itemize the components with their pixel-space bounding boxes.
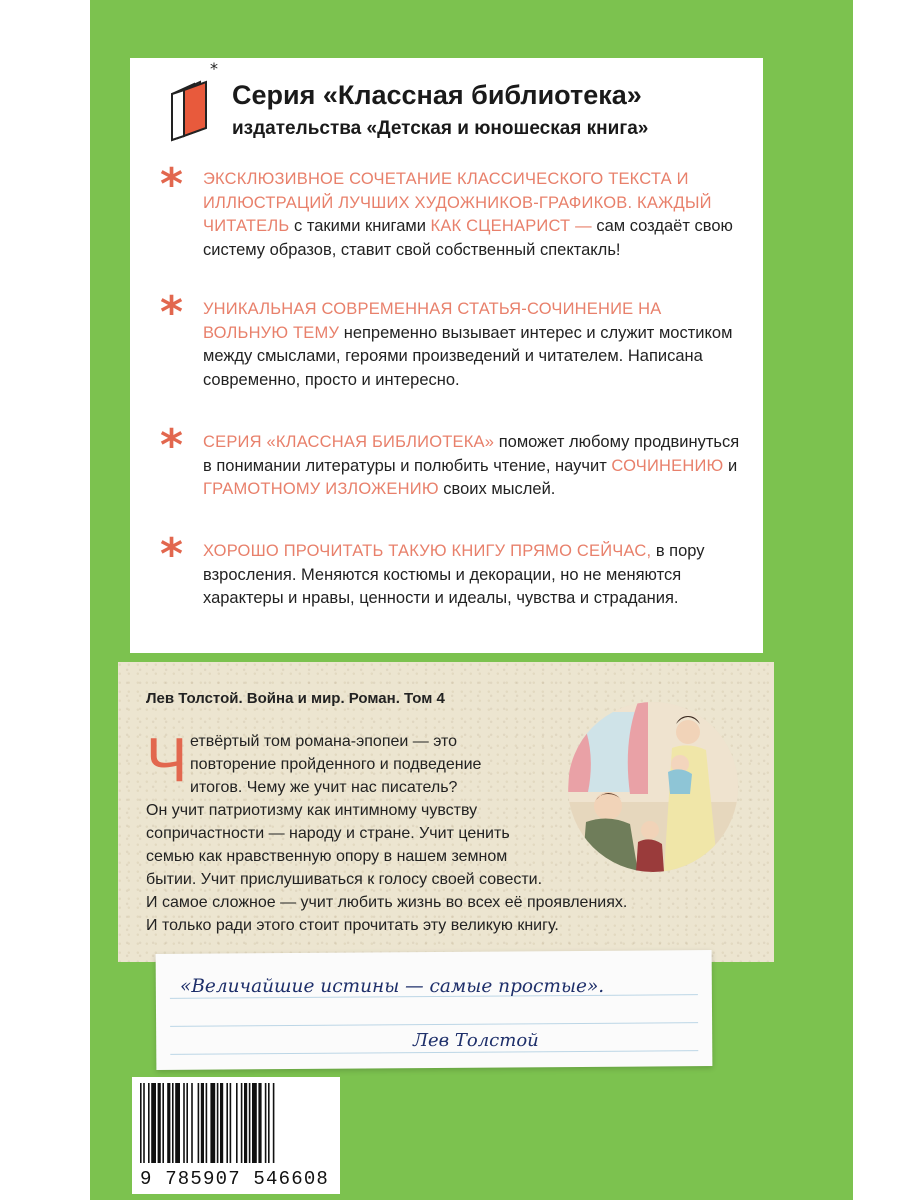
barcode-bar [220,1083,223,1163]
series-subtitle: издательства «Детская и юношеская книга» [232,118,649,139]
barcode-bar [191,1083,193,1163]
annotation-line: етвёртый том романа-эпопеи — это [190,733,458,750]
book-logo-icon [164,60,224,150]
barcode-bar [140,1083,142,1163]
asterisk-bullet-icon: * [160,159,184,210]
bullet-text: непременно вызывает интерес и служит мостиком между смыслами, героями произведений и читателем. Написана современно, просто и интересно. [203,323,733,389]
annotation-line: сопричастности — народу и стране. Учит ценить [146,825,510,842]
annotation-line: И только ради этого стоит прочитать эту великую книгу. [146,917,559,934]
barcode-bar [158,1083,161,1163]
highlighted-text: СОЧИНЕНИЮ [611,456,724,475]
barcode-bar [186,1083,188,1163]
bullet-item-1 [203,168,748,262]
bullet-text: в пору взросления. Меняются костюмы и декорации, но не меняются характеры и нравы, ценности и идеалы, чувства и страдания. [203,542,705,607]
asterisk-bullet-icon: * [160,287,184,338]
bullet-item-2 [203,298,748,392]
bullet-text: с такими книгами [289,217,431,235]
drop-cap: Ч [146,726,188,795]
annotation-line: И самое сложное — учит любить жизнь во всех её проявлениях. [146,894,628,911]
barcode-bar [273,1083,275,1163]
asterisk-bullet-icon: * [160,529,184,580]
bullet-text: и [723,456,738,475]
barcode-bars [132,1077,340,1167]
barcode-bar [151,1083,156,1163]
barcode-bar [201,1083,204,1163]
barcode-bar [230,1083,232,1163]
quote-author: Лев Толстой [413,1030,539,1051]
barcode-bar [183,1083,185,1163]
book-title: Лев Толстой. Война и мир. Роман. Том 4 [146,690,445,707]
barcode-bar [226,1083,228,1163]
barcode-digits: 9 785907 546608 [140,1168,330,1190]
barcode-bar [148,1083,150,1163]
family-illustration [568,702,738,872]
annotation-line: бытии. Учит прислушиваться к голосу своей совести. [146,871,543,888]
barcode-bar [167,1083,170,1163]
svg-text:*: * [210,60,218,78]
barcode-bar [236,1083,238,1163]
barcode-bar [206,1083,208,1163]
barcode-bar [268,1083,270,1163]
bullet-item-4 [203,540,748,611]
bullet-text: своих мыслей. [438,480,556,498]
highlighted-text: ЭКСКЛЮЗИВНОЕ СОЧЕТАНИЕ КЛАССИЧЕСКОГО ТЕКСТА И ИЛЛЮСТРАЦИЙ ЛУЧШИХ ХУДОЖНИКОВ-ГРАФИКОВ. КАЖДЫЙ ЧИТАТЕЛЬ [203,170,712,235]
barcode-bar [143,1083,145,1163]
barcode-bar [249,1083,251,1163]
barcode-bar [210,1083,215,1163]
annotation-line: повторение пройденного и подведение [190,756,482,773]
bullet-text: поможет любому продвинуться в понимании литературы и полюбить чтение, научит [203,433,740,475]
barcode-bar [258,1083,261,1163]
barcode-bar [162,1083,164,1163]
barcode-bar [244,1083,247,1163]
barcode-bar [265,1083,267,1163]
highlighted-text: УНИКАЛЬНАЯ СОВРЕМЕННАЯ СТАТЬЯ-СОЧИНЕНИЕ НА ВОЛЬНУЮ ТЕМУ [203,300,662,342]
highlighted-text: ГРАМОТНОМУ ИЗЛОЖЕНИЮ [203,480,439,498]
barcode-bar [175,1083,180,1163]
annotation-line: семью как нравственную опору в нашем земном [146,848,508,865]
barcode-bar [252,1083,257,1163]
annotation-line: Он учит патриотизму как интимному чувству [146,802,478,819]
note-rule [170,1022,698,1027]
bullet-text: сам создаёт свою систему образов, ставит свой собственный спектакль! [203,217,733,259]
annotation-line: итогов. Чему же учит нас писатель? [190,779,458,796]
quote-note [156,950,713,1070]
highlighted-text: КАК СЦЕНАРИСТ — [430,217,592,235]
barcode-bar [172,1083,174,1163]
highlighted-text: СЕРИЯ «КЛАССНАЯ БИБЛИОТЕКА» [203,433,495,451]
quote-text: «Величайшие истины — самые простые». [180,976,605,997]
asterisk-bullet-icon: * [160,420,184,471]
barcode-bar [241,1083,243,1163]
series-title: Серия «Классная библиотека» [232,80,642,110]
barcode-bar [198,1083,200,1163]
barcode-bar [217,1083,219,1163]
bullet-item-3 [203,431,748,502]
highlighted-text: ХОРОШО ПРОЧИТАТЬ ТАКУЮ КНИГУ ПРЯМО СЕЙЧАС, [203,542,652,560]
